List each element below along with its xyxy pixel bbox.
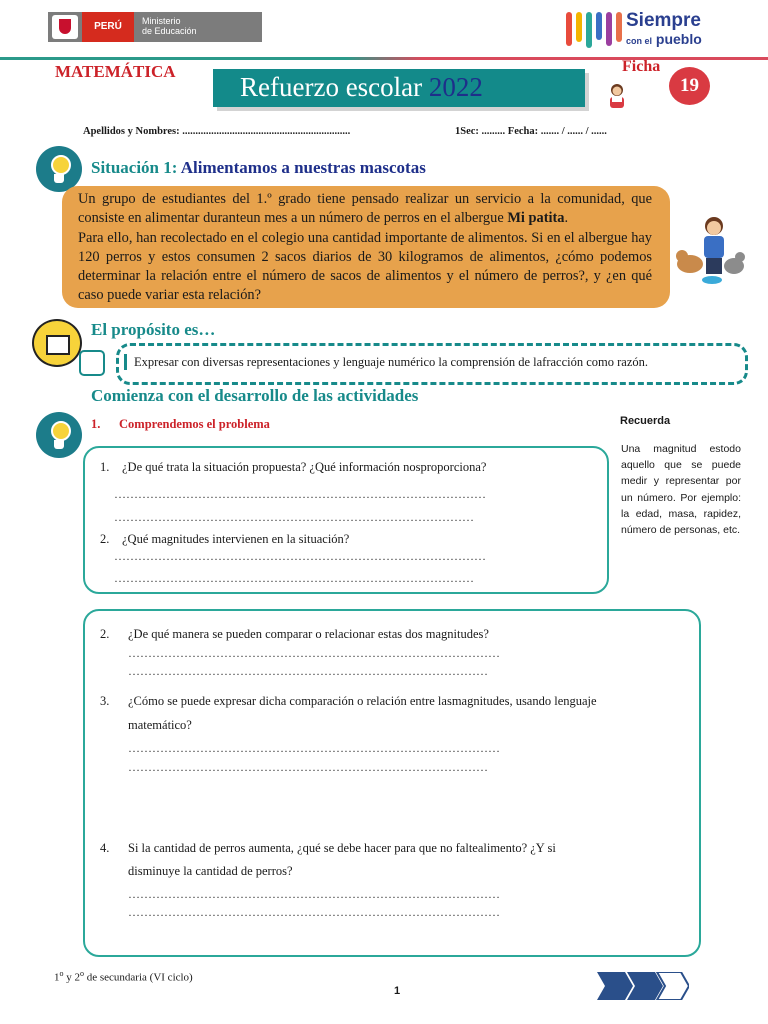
answer-line[interactable]: ………………………………………………………………………………… (128, 905, 500, 919)
question-2: 2. ¿Qué magnitudes intervienen en la situación? (100, 532, 350, 546)
answer-line[interactable]: ……………………………………………………………………………… (128, 760, 488, 774)
question-3-continued: matemático? (128, 718, 192, 732)
peru-label: PERÚ (82, 12, 134, 42)
question-4-continued: disminuye la cantidad de perros? (128, 864, 293, 878)
recuerda-title: Recuerda (620, 415, 671, 427)
slogan-line1: Siempre (626, 10, 701, 31)
ministry-label: Ministerio de Educación (142, 16, 197, 36)
answer-line[interactable]: ………………………………………………………………………………… (114, 549, 486, 563)
boy-with-dogs-illustration (672, 214, 752, 286)
purpose-accent-bar (124, 354, 127, 370)
open-box-icon (32, 319, 82, 367)
step-heading: 1. Comprendemos el problema (91, 417, 270, 431)
minedu-logo (48, 12, 262, 42)
purpose-text: Expresar con diversas representaciones y lenguaje numérico la comprensión de lafracción como razón. (134, 355, 649, 369)
section-date-field[interactable]: 1Sec: ......... Fecha: ....... / ...... / ...... (455, 126, 607, 137)
siempre-con-el-pueblo-icon (566, 12, 622, 48)
banner-title: Refuerzo escolar 2022 (240, 72, 483, 102)
question-3: 3. ¿Cómo se puede expresar dicha comparación o relación entre lasmagnitudes, usando lenguaje (100, 694, 597, 708)
lightbulb-icon (36, 412, 82, 458)
subject-title: MATEMÁTICA (55, 62, 176, 81)
backpack-icon (79, 350, 105, 376)
banner-year: 2022 (428, 72, 483, 102)
situation-text: Un grupo de estudiantes del 1.º grado tiene pensado realizar un servicio a la comunidad, que consiste en alimentar duranteun mes a un número de perros en el albergue Mi patita. Para ello, han recolectado en el colegio una cantidad importante de alimentos. Si en el albergue hay 120 perros y estos consumen 2 sacos diarios de 30 kilogramos de alimentos, ¿cómo podemos determinar la relación entre el número de sacos de alimentos y el número de perros?, y ¿en qué caso puede variar esta relación? (78, 190, 652, 306)
page-number: 1 (394, 985, 401, 997)
answer-line[interactable]: ………………………………………………………………………………… (128, 741, 500, 755)
names-field[interactable]: Apellidos y Nombres: ................................................................ (83, 126, 351, 137)
answer-line[interactable]: ………………………………………………………………………………… (114, 487, 486, 501)
recuerda-text: Una magnitud estodo aquello que se puede medir y representar por un número. Por ejemplo: la edad, masa, rapidez, número de personas, etc. (621, 443, 741, 537)
coat-of-arms-icon (52, 15, 78, 39)
answer-line[interactable]: ……………………………………………………………………………… (114, 510, 474, 524)
answer-line[interactable]: ……………………………………………………………………………… (114, 571, 474, 585)
question-4: 4. Si la cantidad de perros aumenta, ¿qué se debe hacer para que no faltealimento? ¿Y si (100, 841, 556, 855)
ficha-label: Ficha (622, 58, 661, 75)
shelter-name: Mi patita (507, 210, 565, 227)
grade-level: 1$^o$ y 2$^o$ de secundaria (VI ciclo) (54, 969, 193, 984)
question-1: 1. ¿De qué trata la situación propuesta? ¿Qué información nosproporciona? (100, 460, 487, 474)
slogan-line2: con el pueblo (626, 31, 702, 47)
situation-title: Alimentamos a nuestras mascotas (180, 158, 426, 177)
student-girl-icon (604, 82, 630, 112)
lightbulb-icon (36, 146, 82, 192)
activities-heading: Comienza con el desarrollo de las actividades (91, 386, 419, 405)
situation-question: Para ello, han recolectado en el colegio una cantidad importante de alimentos. Si en el albergue hay 120 perros y estos consumen 2 sacos diarios de 30 kilogramos de alimentos, ¿cómo podemos determinar la relación entre el número de sacos de alimentos y el número de perros?, y ¿en qué caso puede variar esta relación? (78, 229, 652, 304)
question-2b: 2. ¿De qué manera se pueden comparar o relacionar estas dos magnitudes? (100, 627, 489, 641)
answer-line[interactable]: ……………………………………………………………………………… (128, 664, 488, 678)
purpose-heading: El propósito es… (91, 320, 216, 339)
chevron-arrows-icon (597, 972, 689, 1000)
ficha-number-badge: 19 (669, 67, 710, 105)
situation-heading: Situación 1: Alimentamos a nuestras mascotas (91, 158, 426, 177)
answer-line[interactable]: ………………………………………………………………………………… (128, 887, 500, 901)
answer-line[interactable]: ………………………………………………………………………………… (128, 646, 500, 660)
